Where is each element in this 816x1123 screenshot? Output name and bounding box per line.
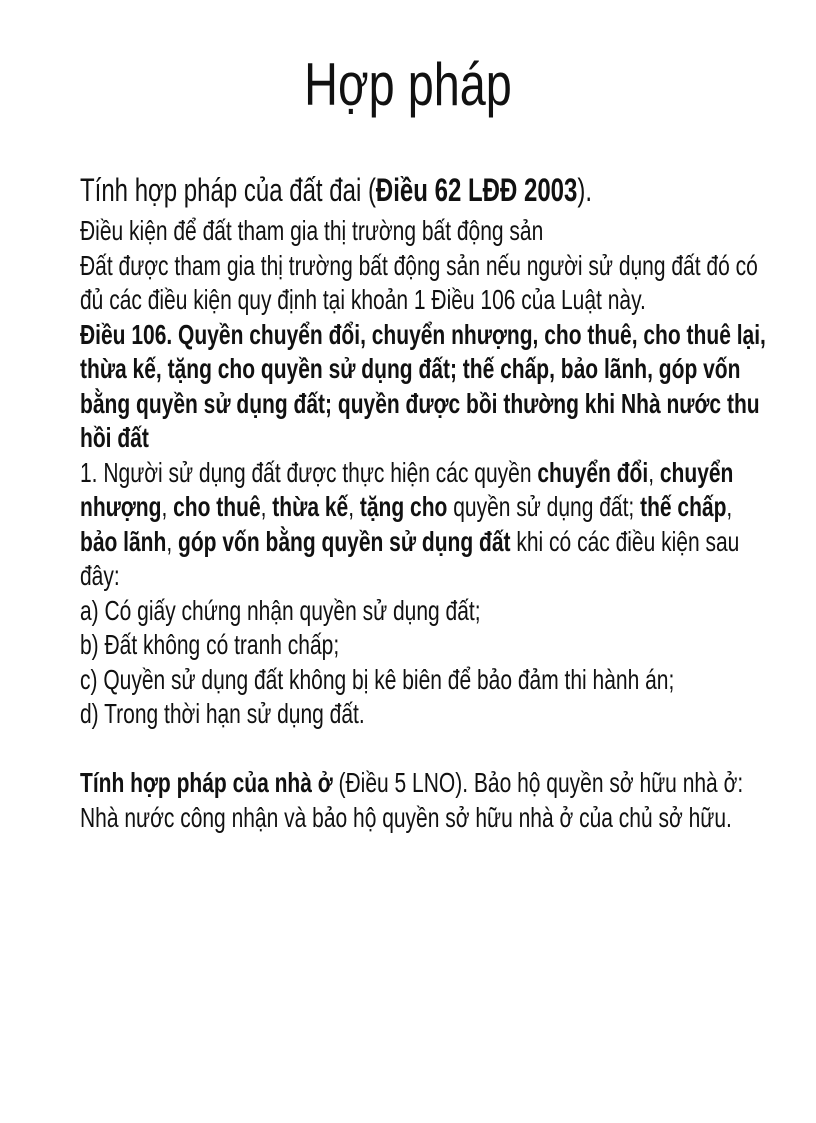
clause1-line-3 (80, 525, 763, 560)
clause-separator: , (648, 456, 660, 488)
document-body (80, 166, 766, 835)
clause-separator: , (260, 491, 273, 522)
clause-separator: , (348, 491, 360, 522)
article-heading-line-4 (80, 421, 763, 456)
condition-b: b) Đất không có tranh chấp; (80, 629, 340, 660)
clause-separator: , (161, 491, 174, 522)
clause-term: chuyển (659, 456, 734, 488)
intro-reference: Điều 62 LĐĐ 2003 (375, 172, 578, 208)
clause1-line-1 (80, 456, 763, 491)
condition-d: d) Trong thời hạn sử dụng đất. (80, 698, 365, 729)
housing-line-2: Nhà nước công nhận và bảo hộ quyền sở hữu nhà ở của chủ sở hữu. (80, 801, 732, 833)
condition-c: c) Quyền sử dụng đất không bị kê biên để bảo đảm thi hành án; (80, 663, 675, 695)
housing-line-1 (80, 766, 763, 801)
article-heading-text: Điều 106. Quyền chuyển đổi, chuyển nhượng, cho thuê, cho thuê lại, (80, 318, 766, 350)
clause-term: thừa kế (272, 491, 349, 522)
condition-a: a) Có giấy chứng nhận quyền sử dụng đất; (80, 594, 481, 626)
clause-term: thế chấp (640, 491, 727, 522)
housing-text: (Điều 5 LNO). Bảo hộ quyền sở hữu nhà ở: (332, 767, 744, 798)
clause-term: cho thuê (173, 491, 261, 522)
housing-heading: Tính hợp pháp của nhà ở (80, 767, 333, 798)
clause-term: bảo lãnh (80, 525, 167, 557)
clause1-line-4: đây: (80, 560, 120, 591)
paragraph-spacer (80, 732, 763, 767)
para1-line-1: Điều kiện để đất tham gia thị trường bất động sản (80, 215, 544, 246)
intro-text: Tính hợp pháp của đất đai ( (80, 172, 376, 208)
clause-term: góp vốn bằng quyền sử dụng đất (178, 525, 511, 557)
article-heading-line-3 (80, 387, 763, 422)
para1-line-2: Đất được tham gia thị trường bất động sản nếu người sử dụng đất đó có (80, 249, 758, 281)
clause-text: quyền sử dụng đất; (447, 491, 641, 522)
clause-term: tặng cho (359, 491, 448, 522)
page-title: Hợp pháp (304, 51, 512, 118)
clause-separator: , (166, 525, 179, 557)
clause-term: nhượng (80, 491, 162, 522)
article-heading-line-1 (80, 318, 766, 353)
intro-end: ). (577, 172, 593, 208)
intro-line (80, 166, 763, 214)
para1-line-3: đủ các điều kiện quy định tại khoản 1 Điều 106 của Luật này. (80, 284, 646, 315)
clause-term: chuyển đổi (537, 456, 649, 488)
article-heading-text: hồi đất (80, 422, 149, 453)
clause-text: 1. Người sử dụng đất được thực hiện các quyền (80, 456, 538, 488)
clause-text: khi có các điều kiện sau (510, 525, 740, 557)
clause-separator: , (726, 491, 733, 522)
article-heading-text: thừa kế, tặng cho quyền sử dụng đất; thế chấp, bảo lãnh, góp vốn (80, 353, 741, 384)
clause1-line-2 (80, 490, 763, 525)
article-heading-text: bằng quyền sử dụng đất; quyền được bồi thường khi Nhà nước thu (80, 387, 760, 419)
article-heading-line-2 (80, 352, 763, 387)
